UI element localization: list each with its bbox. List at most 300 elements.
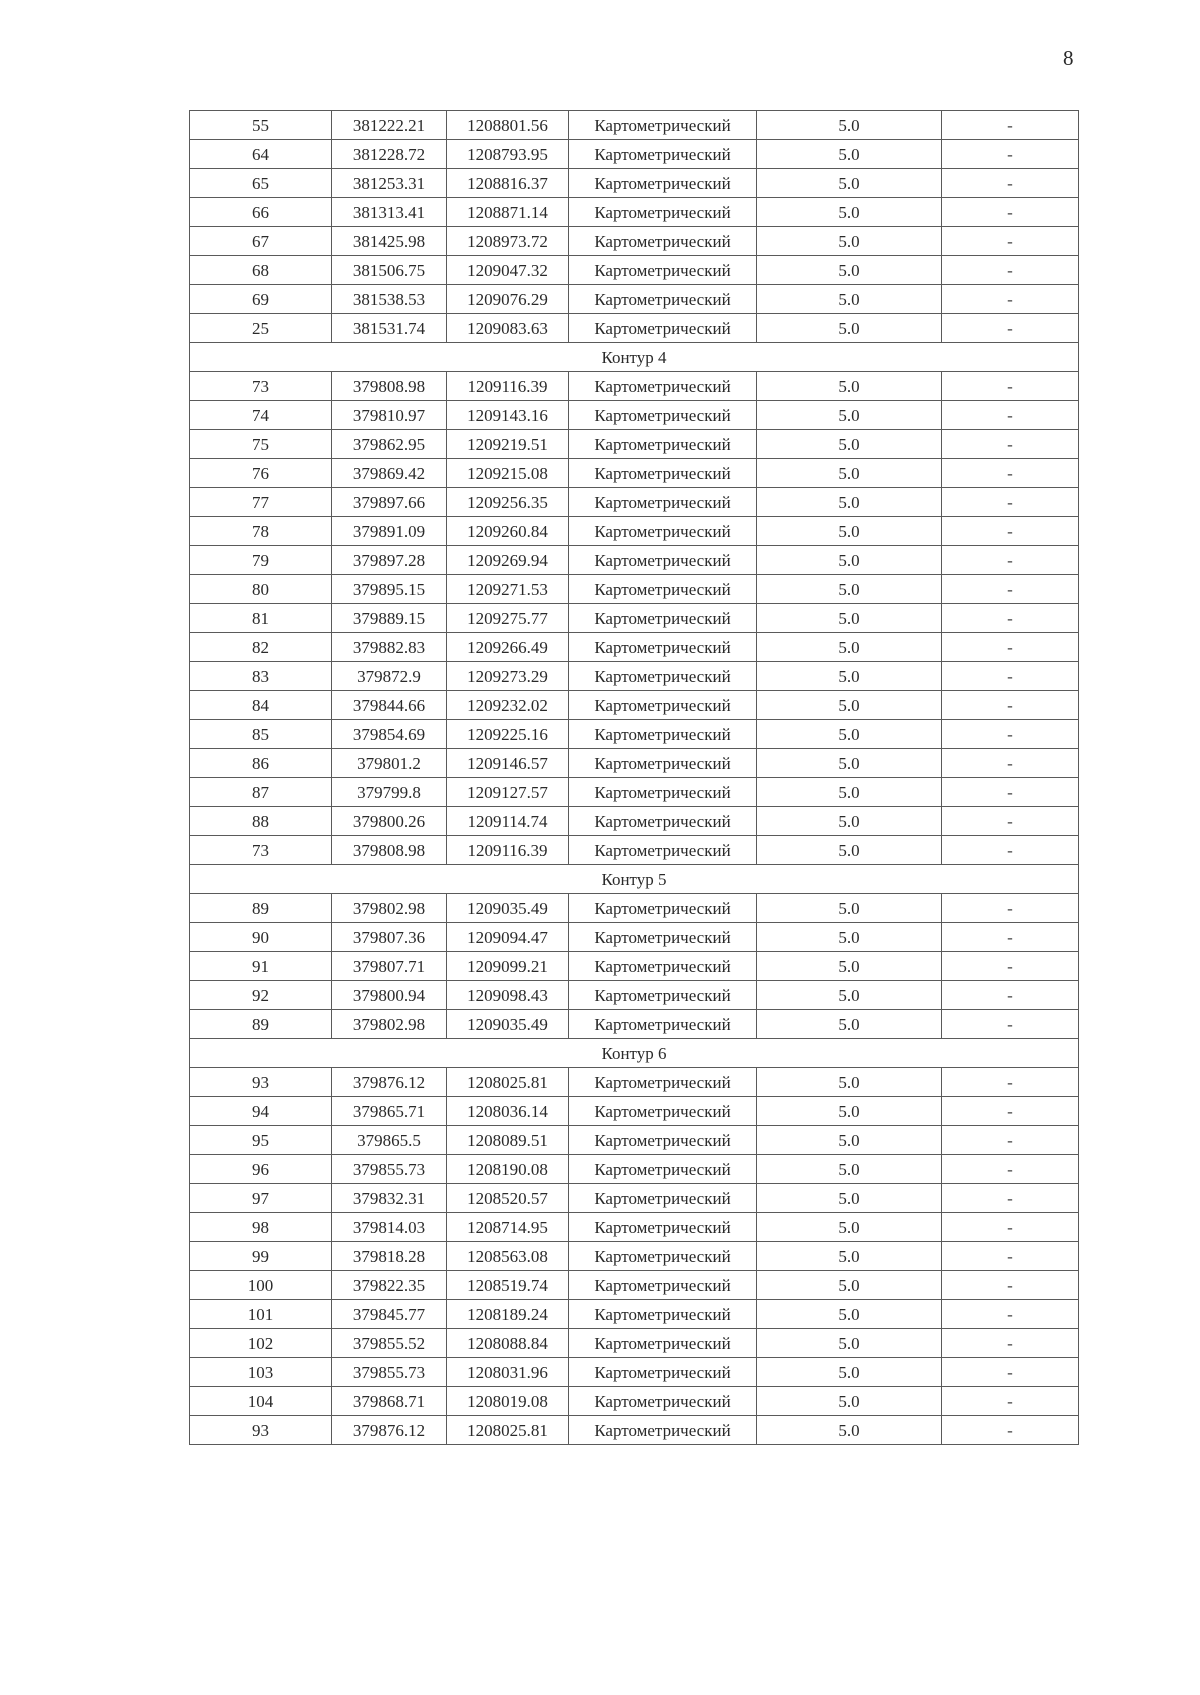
y-coordinate-cell: 1209098.43	[447, 981, 569, 1010]
note-cell: -	[942, 604, 1079, 633]
contour-label: Контур 6	[190, 1039, 1079, 1068]
y-coordinate-cell: 1209047.32	[447, 256, 569, 285]
accuracy-cell: 5.0	[757, 1271, 942, 1300]
table-row	[190, 836, 1079, 865]
x-coordinate-cell: 379891.09	[332, 517, 447, 546]
method-cell: Картометрический	[569, 546, 757, 575]
table-row	[190, 488, 1079, 517]
point-number-cell: 101	[190, 1300, 332, 1329]
x-coordinate-cell: 379799.8	[332, 778, 447, 807]
method-cell: Картометрический	[569, 604, 757, 633]
x-coordinate-cell: 379889.15	[332, 604, 447, 633]
x-coordinate-cell: 379845.77	[332, 1300, 447, 1329]
table-row	[190, 1126, 1079, 1155]
point-number-cell: 78	[190, 517, 332, 546]
accuracy-cell: 5.0	[757, 140, 942, 169]
y-coordinate-cell: 1209076.29	[447, 285, 569, 314]
table-row	[190, 1416, 1079, 1445]
table-row	[190, 749, 1079, 778]
x-coordinate-cell: 379807.36	[332, 923, 447, 952]
point-number-cell: 67	[190, 227, 332, 256]
x-coordinate-cell: 381253.31	[332, 169, 447, 198]
y-coordinate-cell: 1209219.51	[447, 430, 569, 459]
note-cell: -	[942, 633, 1079, 662]
method-cell: Картометрический	[569, 1271, 757, 1300]
y-coordinate-cell: 1209114.74	[447, 807, 569, 836]
accuracy-cell: 5.0	[757, 1329, 942, 1358]
x-coordinate-cell: 379844.66	[332, 691, 447, 720]
accuracy-cell: 5.0	[757, 575, 942, 604]
note-cell: -	[942, 111, 1079, 140]
point-number-cell: 99	[190, 1242, 332, 1271]
y-coordinate-cell: 1209215.08	[447, 459, 569, 488]
accuracy-cell: 5.0	[757, 720, 942, 749]
point-number-cell: 73	[190, 836, 332, 865]
accuracy-cell: 5.0	[757, 894, 942, 923]
point-number-cell: 76	[190, 459, 332, 488]
note-cell: -	[942, 894, 1079, 923]
method-cell: Картометрический	[569, 894, 757, 923]
x-coordinate-cell: 379872.9	[332, 662, 447, 691]
accuracy-cell: 5.0	[757, 198, 942, 227]
point-number-cell: 55	[190, 111, 332, 140]
x-coordinate-cell: 379897.66	[332, 488, 447, 517]
x-coordinate-cell: 379800.26	[332, 807, 447, 836]
y-coordinate-cell: 1209260.84	[447, 517, 569, 546]
x-coordinate-cell: 379818.28	[332, 1242, 447, 1271]
note-cell: -	[942, 1155, 1079, 1184]
point-number-cell: 68	[190, 256, 332, 285]
point-number-cell: 88	[190, 807, 332, 836]
table-row	[190, 1213, 1079, 1242]
point-number-cell: 96	[190, 1155, 332, 1184]
note-cell: -	[942, 952, 1079, 981]
accuracy-cell: 5.0	[757, 662, 942, 691]
note-cell: -	[942, 430, 1079, 459]
table-row	[190, 894, 1079, 923]
point-number-cell: 89	[190, 894, 332, 923]
note-cell: -	[942, 1416, 1079, 1445]
method-cell: Картометрический	[569, 1155, 757, 1184]
accuracy-cell: 5.0	[757, 1416, 942, 1445]
point-number-cell: 93	[190, 1416, 332, 1445]
point-number-cell: 25	[190, 314, 332, 343]
y-coordinate-cell: 1208973.72	[447, 227, 569, 256]
method-cell: Картометрический	[569, 314, 757, 343]
y-coordinate-cell: 1209146.57	[447, 749, 569, 778]
method-cell: Картометрический	[569, 1126, 757, 1155]
note-cell: -	[942, 662, 1079, 691]
x-coordinate-cell: 379810.97	[332, 401, 447, 430]
table-row	[190, 517, 1079, 546]
table-row	[190, 256, 1079, 285]
accuracy-cell: 5.0	[757, 604, 942, 633]
method-cell: Картометрический	[569, 517, 757, 546]
point-number-cell: 89	[190, 1010, 332, 1039]
table-row	[190, 198, 1079, 227]
method-cell: Картометрический	[569, 633, 757, 662]
x-coordinate-cell: 379855.52	[332, 1329, 447, 1358]
method-cell: Картометрический	[569, 140, 757, 169]
point-number-cell: 73	[190, 372, 332, 401]
point-number-cell: 66	[190, 198, 332, 227]
method-cell: Картометрический	[569, 778, 757, 807]
y-coordinate-cell: 1208089.51	[447, 1126, 569, 1155]
accuracy-cell: 5.0	[757, 459, 942, 488]
x-coordinate-cell: 379876.12	[332, 1416, 447, 1445]
point-number-cell: 93	[190, 1068, 332, 1097]
table-row	[190, 169, 1079, 198]
accuracy-cell: 5.0	[757, 546, 942, 575]
point-number-cell: 100	[190, 1271, 332, 1300]
accuracy-cell: 5.0	[757, 1010, 942, 1039]
note-cell: -	[942, 227, 1079, 256]
point-number-cell: 104	[190, 1387, 332, 1416]
accuracy-cell: 5.0	[757, 1300, 942, 1329]
x-coordinate-cell: 379865.71	[332, 1097, 447, 1126]
y-coordinate-cell: 1209143.16	[447, 401, 569, 430]
accuracy-cell: 5.0	[757, 807, 942, 836]
y-coordinate-cell: 1208801.56	[447, 111, 569, 140]
y-coordinate-cell: 1208019.08	[447, 1387, 569, 1416]
table-row	[190, 372, 1079, 401]
point-number-cell: 69	[190, 285, 332, 314]
note-cell: -	[942, 1387, 1079, 1416]
x-coordinate-cell: 379802.98	[332, 894, 447, 923]
x-coordinate-cell: 379807.71	[332, 952, 447, 981]
note-cell: -	[942, 1126, 1079, 1155]
contour-label: Контур 5	[190, 865, 1079, 894]
accuracy-cell: 5.0	[757, 952, 942, 981]
method-cell: Картометрический	[569, 923, 757, 952]
point-number-cell: 77	[190, 488, 332, 517]
accuracy-cell: 5.0	[757, 1155, 942, 1184]
accuracy-cell: 5.0	[757, 256, 942, 285]
x-coordinate-cell: 379855.73	[332, 1358, 447, 1387]
note-cell: -	[942, 256, 1079, 285]
method-cell: Картометрический	[569, 662, 757, 691]
method-cell: Картометрический	[569, 836, 757, 865]
accuracy-cell: 5.0	[757, 1242, 942, 1271]
y-coordinate-cell: 1208189.24	[447, 1300, 569, 1329]
y-coordinate-cell: 1209271.53	[447, 575, 569, 604]
method-cell: Картометрический	[569, 749, 757, 778]
accuracy-cell: 5.0	[757, 372, 942, 401]
y-coordinate-cell: 1208190.08	[447, 1155, 569, 1184]
note-cell: -	[942, 1300, 1079, 1329]
accuracy-cell: 5.0	[757, 778, 942, 807]
method-cell: Картометрический	[569, 807, 757, 836]
method-cell: Картометрический	[569, 1242, 757, 1271]
method-cell: Картометрический	[569, 1184, 757, 1213]
y-coordinate-cell: 1209116.39	[447, 836, 569, 865]
method-cell: Картометрический	[569, 285, 757, 314]
x-coordinate-cell: 379814.03	[332, 1213, 447, 1242]
note-cell: -	[942, 1097, 1079, 1126]
point-number-cell: 92	[190, 981, 332, 1010]
y-coordinate-cell: 1208520.57	[447, 1184, 569, 1213]
method-cell: Картометрический	[569, 1213, 757, 1242]
method-cell: Картометрический	[569, 1097, 757, 1126]
y-coordinate-cell: 1208025.81	[447, 1068, 569, 1097]
table-row	[190, 981, 1079, 1010]
method-cell: Картометрический	[569, 430, 757, 459]
x-coordinate-cell: 379876.12	[332, 1068, 447, 1097]
x-coordinate-cell: 379800.94	[332, 981, 447, 1010]
point-number-cell: 102	[190, 1329, 332, 1358]
y-coordinate-cell: 1209232.02	[447, 691, 569, 720]
method-cell: Картометрический	[569, 1068, 757, 1097]
method-cell: Картометрический	[569, 720, 757, 749]
x-coordinate-cell: 379808.98	[332, 836, 447, 865]
point-number-cell: 74	[190, 401, 332, 430]
accuracy-cell: 5.0	[757, 1126, 942, 1155]
note-cell: -	[942, 314, 1079, 343]
accuracy-cell: 5.0	[757, 111, 942, 140]
y-coordinate-cell: 1209035.49	[447, 894, 569, 923]
point-number-cell: 83	[190, 662, 332, 691]
x-coordinate-cell: 379802.98	[332, 1010, 447, 1039]
method-cell: Картометрический	[569, 981, 757, 1010]
method-cell: Картометрический	[569, 198, 757, 227]
point-number-cell: 65	[190, 169, 332, 198]
note-cell: -	[942, 923, 1079, 952]
table-row	[190, 662, 1079, 691]
accuracy-cell: 5.0	[757, 1097, 942, 1126]
point-number-cell: 94	[190, 1097, 332, 1126]
table-row	[190, 633, 1079, 662]
note-cell: -	[942, 1068, 1079, 1097]
note-cell: -	[942, 372, 1079, 401]
note-cell: -	[942, 517, 1079, 546]
x-coordinate-cell: 379865.5	[332, 1126, 447, 1155]
table-row	[190, 807, 1079, 836]
table-row	[190, 111, 1079, 140]
table-row	[190, 1097, 1079, 1126]
contour-label: Контур 4	[190, 343, 1079, 372]
accuracy-cell: 5.0	[757, 1213, 942, 1242]
table-row	[190, 285, 1079, 314]
note-cell: -	[942, 1213, 1079, 1242]
accuracy-cell: 5.0	[757, 285, 942, 314]
x-coordinate-cell: 379822.35	[332, 1271, 447, 1300]
method-cell: Картометрический	[569, 952, 757, 981]
note-cell: -	[942, 1184, 1079, 1213]
x-coordinate-cell: 379862.95	[332, 430, 447, 459]
method-cell: Картометрический	[569, 1010, 757, 1039]
contour-header-row	[190, 865, 1079, 894]
point-number-cell: 103	[190, 1358, 332, 1387]
table-row	[190, 314, 1079, 343]
x-coordinate-cell: 379801.2	[332, 749, 447, 778]
x-coordinate-cell: 381222.21	[332, 111, 447, 140]
x-coordinate-cell: 381425.98	[332, 227, 447, 256]
x-coordinate-cell: 379855.73	[332, 1155, 447, 1184]
contour-header-row	[190, 343, 1079, 372]
method-cell: Картометрический	[569, 1358, 757, 1387]
point-number-cell: 84	[190, 691, 332, 720]
coordinates-table	[189, 110, 1079, 1445]
y-coordinate-cell: 1209099.21	[447, 952, 569, 981]
method-cell: Картометрический	[569, 691, 757, 720]
note-cell: -	[942, 807, 1079, 836]
note-cell: -	[942, 981, 1079, 1010]
x-coordinate-cell: 379832.31	[332, 1184, 447, 1213]
y-coordinate-cell: 1208816.37	[447, 169, 569, 198]
y-coordinate-cell: 1209127.57	[447, 778, 569, 807]
point-number-cell: 91	[190, 952, 332, 981]
note-cell: -	[942, 546, 1079, 575]
coordinates-table-body	[190, 111, 1079, 1445]
accuracy-cell: 5.0	[757, 981, 942, 1010]
y-coordinate-cell: 1209225.16	[447, 720, 569, 749]
note-cell: -	[942, 778, 1079, 807]
method-cell: Картометрический	[569, 169, 757, 198]
y-coordinate-cell: 1209035.49	[447, 1010, 569, 1039]
point-number-cell: 64	[190, 140, 332, 169]
y-coordinate-cell: 1209116.39	[447, 372, 569, 401]
table-row	[190, 1300, 1079, 1329]
x-coordinate-cell: 379882.83	[332, 633, 447, 662]
note-cell: -	[942, 1329, 1079, 1358]
note-cell: -	[942, 691, 1079, 720]
accuracy-cell: 5.0	[757, 401, 942, 430]
table-row	[190, 430, 1079, 459]
table-row	[190, 1184, 1079, 1213]
y-coordinate-cell: 1209256.35	[447, 488, 569, 517]
point-number-cell: 98	[190, 1213, 332, 1242]
y-coordinate-cell: 1209094.47	[447, 923, 569, 952]
y-coordinate-cell: 1208519.74	[447, 1271, 569, 1300]
note-cell: -	[942, 140, 1079, 169]
point-number-cell: 85	[190, 720, 332, 749]
y-coordinate-cell: 1208025.81	[447, 1416, 569, 1445]
note-cell: -	[942, 198, 1079, 227]
y-coordinate-cell: 1208031.96	[447, 1358, 569, 1387]
method-cell: Картометрический	[569, 459, 757, 488]
note-cell: -	[942, 720, 1079, 749]
table-row	[190, 459, 1079, 488]
note-cell: -	[942, 575, 1079, 604]
point-number-cell: 79	[190, 546, 332, 575]
point-number-cell: 82	[190, 633, 332, 662]
note-cell: -	[942, 1242, 1079, 1271]
x-coordinate-cell: 381313.41	[332, 198, 447, 227]
table-row	[190, 140, 1079, 169]
accuracy-cell: 5.0	[757, 314, 942, 343]
table-row	[190, 778, 1079, 807]
method-cell: Картометрический	[569, 1416, 757, 1445]
y-coordinate-cell: 1209273.29	[447, 662, 569, 691]
accuracy-cell: 5.0	[757, 633, 942, 662]
table-row	[190, 1387, 1079, 1416]
point-number-cell: 90	[190, 923, 332, 952]
method-cell: Картометрический	[569, 1329, 757, 1358]
table-row	[190, 1155, 1079, 1184]
y-coordinate-cell: 1208793.95	[447, 140, 569, 169]
table-row	[190, 720, 1079, 749]
y-coordinate-cell: 1209275.77	[447, 604, 569, 633]
accuracy-cell: 5.0	[757, 430, 942, 459]
method-cell: Картометрический	[569, 1300, 757, 1329]
contour-header-row	[190, 1039, 1079, 1068]
accuracy-cell: 5.0	[757, 1387, 942, 1416]
x-coordinate-cell: 379808.98	[332, 372, 447, 401]
table-row	[190, 546, 1079, 575]
x-coordinate-cell: 381538.53	[332, 285, 447, 314]
note-cell: -	[942, 1010, 1079, 1039]
table-row	[190, 401, 1079, 430]
point-number-cell: 86	[190, 749, 332, 778]
point-number-cell: 80	[190, 575, 332, 604]
x-coordinate-cell: 381228.72	[332, 140, 447, 169]
note-cell: -	[942, 488, 1079, 517]
point-number-cell: 95	[190, 1126, 332, 1155]
accuracy-cell: 5.0	[757, 691, 942, 720]
accuracy-cell: 5.0	[757, 836, 942, 865]
note-cell: -	[942, 401, 1079, 430]
table-row	[190, 691, 1079, 720]
table-row	[190, 1358, 1079, 1387]
point-number-cell: 87	[190, 778, 332, 807]
x-coordinate-cell: 381506.75	[332, 256, 447, 285]
note-cell: -	[942, 1271, 1079, 1300]
note-cell: -	[942, 836, 1079, 865]
accuracy-cell: 5.0	[757, 1184, 942, 1213]
note-cell: -	[942, 459, 1079, 488]
method-cell: Картометрический	[569, 111, 757, 140]
accuracy-cell: 5.0	[757, 488, 942, 517]
table-row	[190, 1271, 1079, 1300]
table-row	[190, 575, 1079, 604]
method-cell: Картометрический	[569, 401, 757, 430]
page-number: 8	[1063, 46, 1074, 70]
y-coordinate-cell: 1209266.49	[447, 633, 569, 662]
accuracy-cell: 5.0	[757, 923, 942, 952]
accuracy-cell: 5.0	[757, 749, 942, 778]
method-cell: Картометрический	[569, 1387, 757, 1416]
method-cell: Картометрический	[569, 256, 757, 285]
y-coordinate-cell: 1209083.63	[447, 314, 569, 343]
accuracy-cell: 5.0	[757, 1358, 942, 1387]
x-coordinate-cell: 379895.15	[332, 575, 447, 604]
point-number-cell: 75	[190, 430, 332, 459]
x-coordinate-cell: 379897.28	[332, 546, 447, 575]
note-cell: -	[942, 749, 1079, 778]
note-cell: -	[942, 285, 1079, 314]
method-cell: Картометрический	[569, 575, 757, 604]
y-coordinate-cell: 1208036.14	[447, 1097, 569, 1126]
method-cell: Картометрический	[569, 227, 757, 256]
y-coordinate-cell: 1208088.84	[447, 1329, 569, 1358]
x-coordinate-cell: 379869.42	[332, 459, 447, 488]
x-coordinate-cell: 379854.69	[332, 720, 447, 749]
y-coordinate-cell: 1208563.08	[447, 1242, 569, 1271]
y-coordinate-cell: 1208871.14	[447, 198, 569, 227]
accuracy-cell: 5.0	[757, 517, 942, 546]
x-coordinate-cell: 379868.71	[332, 1387, 447, 1416]
table-row	[190, 1068, 1079, 1097]
table-row	[190, 1242, 1079, 1271]
accuracy-cell: 5.0	[757, 1068, 942, 1097]
method-cell: Картометрический	[569, 372, 757, 401]
y-coordinate-cell: 1209269.94	[447, 546, 569, 575]
point-number-cell: 97	[190, 1184, 332, 1213]
method-cell: Картометрический	[569, 488, 757, 517]
point-number-cell: 81	[190, 604, 332, 633]
table-row	[190, 1010, 1079, 1039]
table-row	[190, 1329, 1079, 1358]
